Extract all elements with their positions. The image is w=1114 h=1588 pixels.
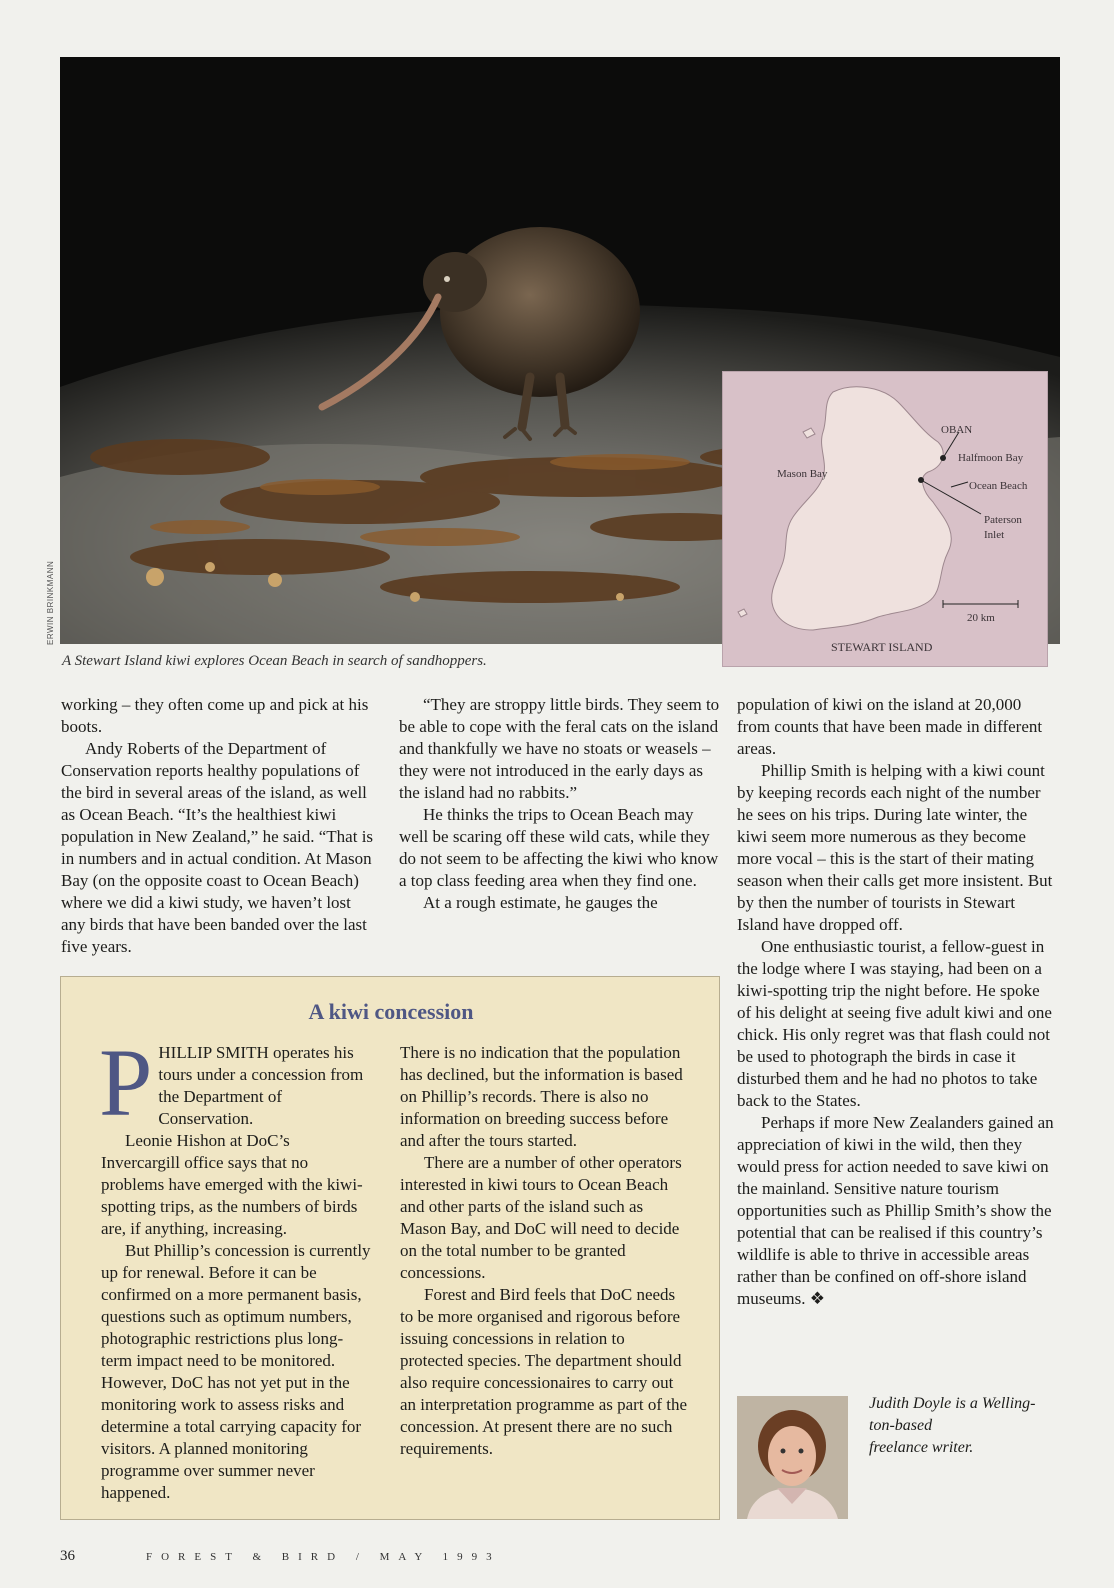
sidebar-lead: HILLIP SMITH operates his tours under a concession from the Department of Conservation. bbox=[158, 1043, 364, 1128]
article-column-2 bbox=[399, 694, 721, 914]
drop-cap: P bbox=[99, 1029, 153, 1136]
paragraph: There is no indication that the population has declined, but the information is based on Phillip’s records. There is also no information on breeding success before and after the tours started. bbox=[400, 1043, 683, 1150]
map-label-mason-bay: Mason Bay bbox=[777, 468, 828, 480]
paragraph: “They are stroppy little birds. They seem to be able to cope with the feral cats on the island and thankfully we have no stoats or weasels – they were not introduced in the early days as the island had no rabbits.” bbox=[399, 695, 720, 802]
kiwi-concession-sidebar bbox=[60, 976, 720, 1520]
article-column-1 bbox=[61, 694, 379, 958]
stewart-island-map bbox=[722, 371, 1048, 667]
page-number: 36 bbox=[60, 1548, 75, 1564]
paragraph: Leonie Hishon at DoC’s Invercargill office says that no problems have emerged with the kiwi-spotting trips, as the numbers of birds are, if anything, increasing. bbox=[101, 1131, 363, 1238]
map-label-halfmoon-bay: Halfmoon Bay bbox=[958, 452, 1024, 464]
sidebar-lead-paragraph bbox=[99, 1029, 371, 1136]
paragraph: At a rough estimate, he gauges the bbox=[423, 893, 658, 912]
paragraph: Phillip Smith is helping with a kiwi count by keeping records each night of the number he sees on his trips. During late winter, the kiwi seem more numerous as they become more vocal – this is the start of their mating season when their calls get more insistent. But by then the number of tourists in Stewart Island have dropped off. bbox=[737, 761, 1053, 934]
sidebar-title: A kiwi concession bbox=[308, 999, 474, 1024]
paragraph: There are a number of other operators interested in kiwi tours to Ocean Beach and other parts of the island such as Mason Bay, and DoC will need to decide on the total number to be granted concessions. bbox=[400, 1153, 682, 1282]
paragraph: Andy Roberts of the Department of Conservation reports healthy populations of the bird in several areas of the island, as well as Ocean Beach. “It’s the healthiest kiwi population in New Zealand,” he said. “That is in numbers and in actual condition. At Mason Bay (on the opposite coast to Ocean Beach) where we did a kiwi study, we haven’t lost any birds that have been banded over the last five years. bbox=[61, 739, 374, 956]
map-scale-label: 20 km bbox=[967, 612, 995, 624]
paragraph: One enthusiastic tourist, a fellow-guest in the lodge where I was staying, had been on a kiwi-spotting trip the night before. He spoke of his delight at seeing five adult kiwi and one chick. His only regret was that flash could not be used to photograph the birds in case it disturbed them and he had no photos to take back to the States. bbox=[737, 937, 1052, 1110]
map-label-inlet: Inlet bbox=[984, 529, 1005, 541]
paragraph: Perhaps if more New Zealanders gained an appreciation of kiwi in the wild, then they would press for action needed to save kiwi on the mainland. Sensitive nature tourism opportunities such as Phillip Smith’s show the potential that can be realised if this country’s wildlife is able to thrive in accessible areas rather than be confined on off-shore island museums. ❖ bbox=[737, 1113, 1054, 1308]
map-title: STEWART ISLAND bbox=[831, 640, 933, 654]
paragraph: But Phillip’s concession is currently up for renewal. Before it can be confirmed on a more permanent basis, questions such as optimum numbers, photographic restrictions plus long-term impact need to be monitored. However, DoC has not yet put in the monitoring work to assess risks and determine a total carrying capacity for visitors. A planned monitoring programme over summer never happened. bbox=[101, 1241, 371, 1502]
map-label-oban: OBAN bbox=[941, 424, 973, 436]
author-photo bbox=[737, 1396, 848, 1519]
sidebar-column-1 bbox=[99, 1029, 371, 1504]
article-column-3 bbox=[737, 694, 1057, 1310]
paragraph: He thinks the trips to Ocean Beach may well be scaring off these wild cats, while they do not seem to be affecting the kiwi who know a top class feeding area when they find one. bbox=[399, 805, 719, 890]
map-label-paterson: Paterson bbox=[984, 514, 1022, 526]
photo-credit: ERWIN BRINKMANN bbox=[46, 560, 55, 645]
photo-caption: A Stewart Island kiwi explores Ocean Beach in search of sandhoppers. bbox=[62, 653, 487, 669]
publication-footer: FOREST & BIRD / MAY 1993 bbox=[146, 1551, 501, 1563]
author-portrait bbox=[737, 1396, 848, 1519]
author-bio: Judith Doyle is a Welling- ton-based freelance writer. bbox=[869, 1395, 1036, 1456]
paragraph: population of kiwi on the island at 20,000 from counts that have been made in different areas. bbox=[737, 695, 1043, 758]
paragraph: working – they often come up and pick at his boots. bbox=[61, 695, 369, 736]
sidebar-column-2 bbox=[400, 1042, 690, 1460]
map-label-ocean-beach: Ocean Beach bbox=[969, 480, 1028, 492]
paragraph: Forest and Bird feels that DoC needs to be more organised and rigorous before issuing concessions in relation to protected species. The department should also require concessionaires to carry out an interpretation programme as part of the concession. At present there are no such requirements. bbox=[400, 1285, 687, 1458]
